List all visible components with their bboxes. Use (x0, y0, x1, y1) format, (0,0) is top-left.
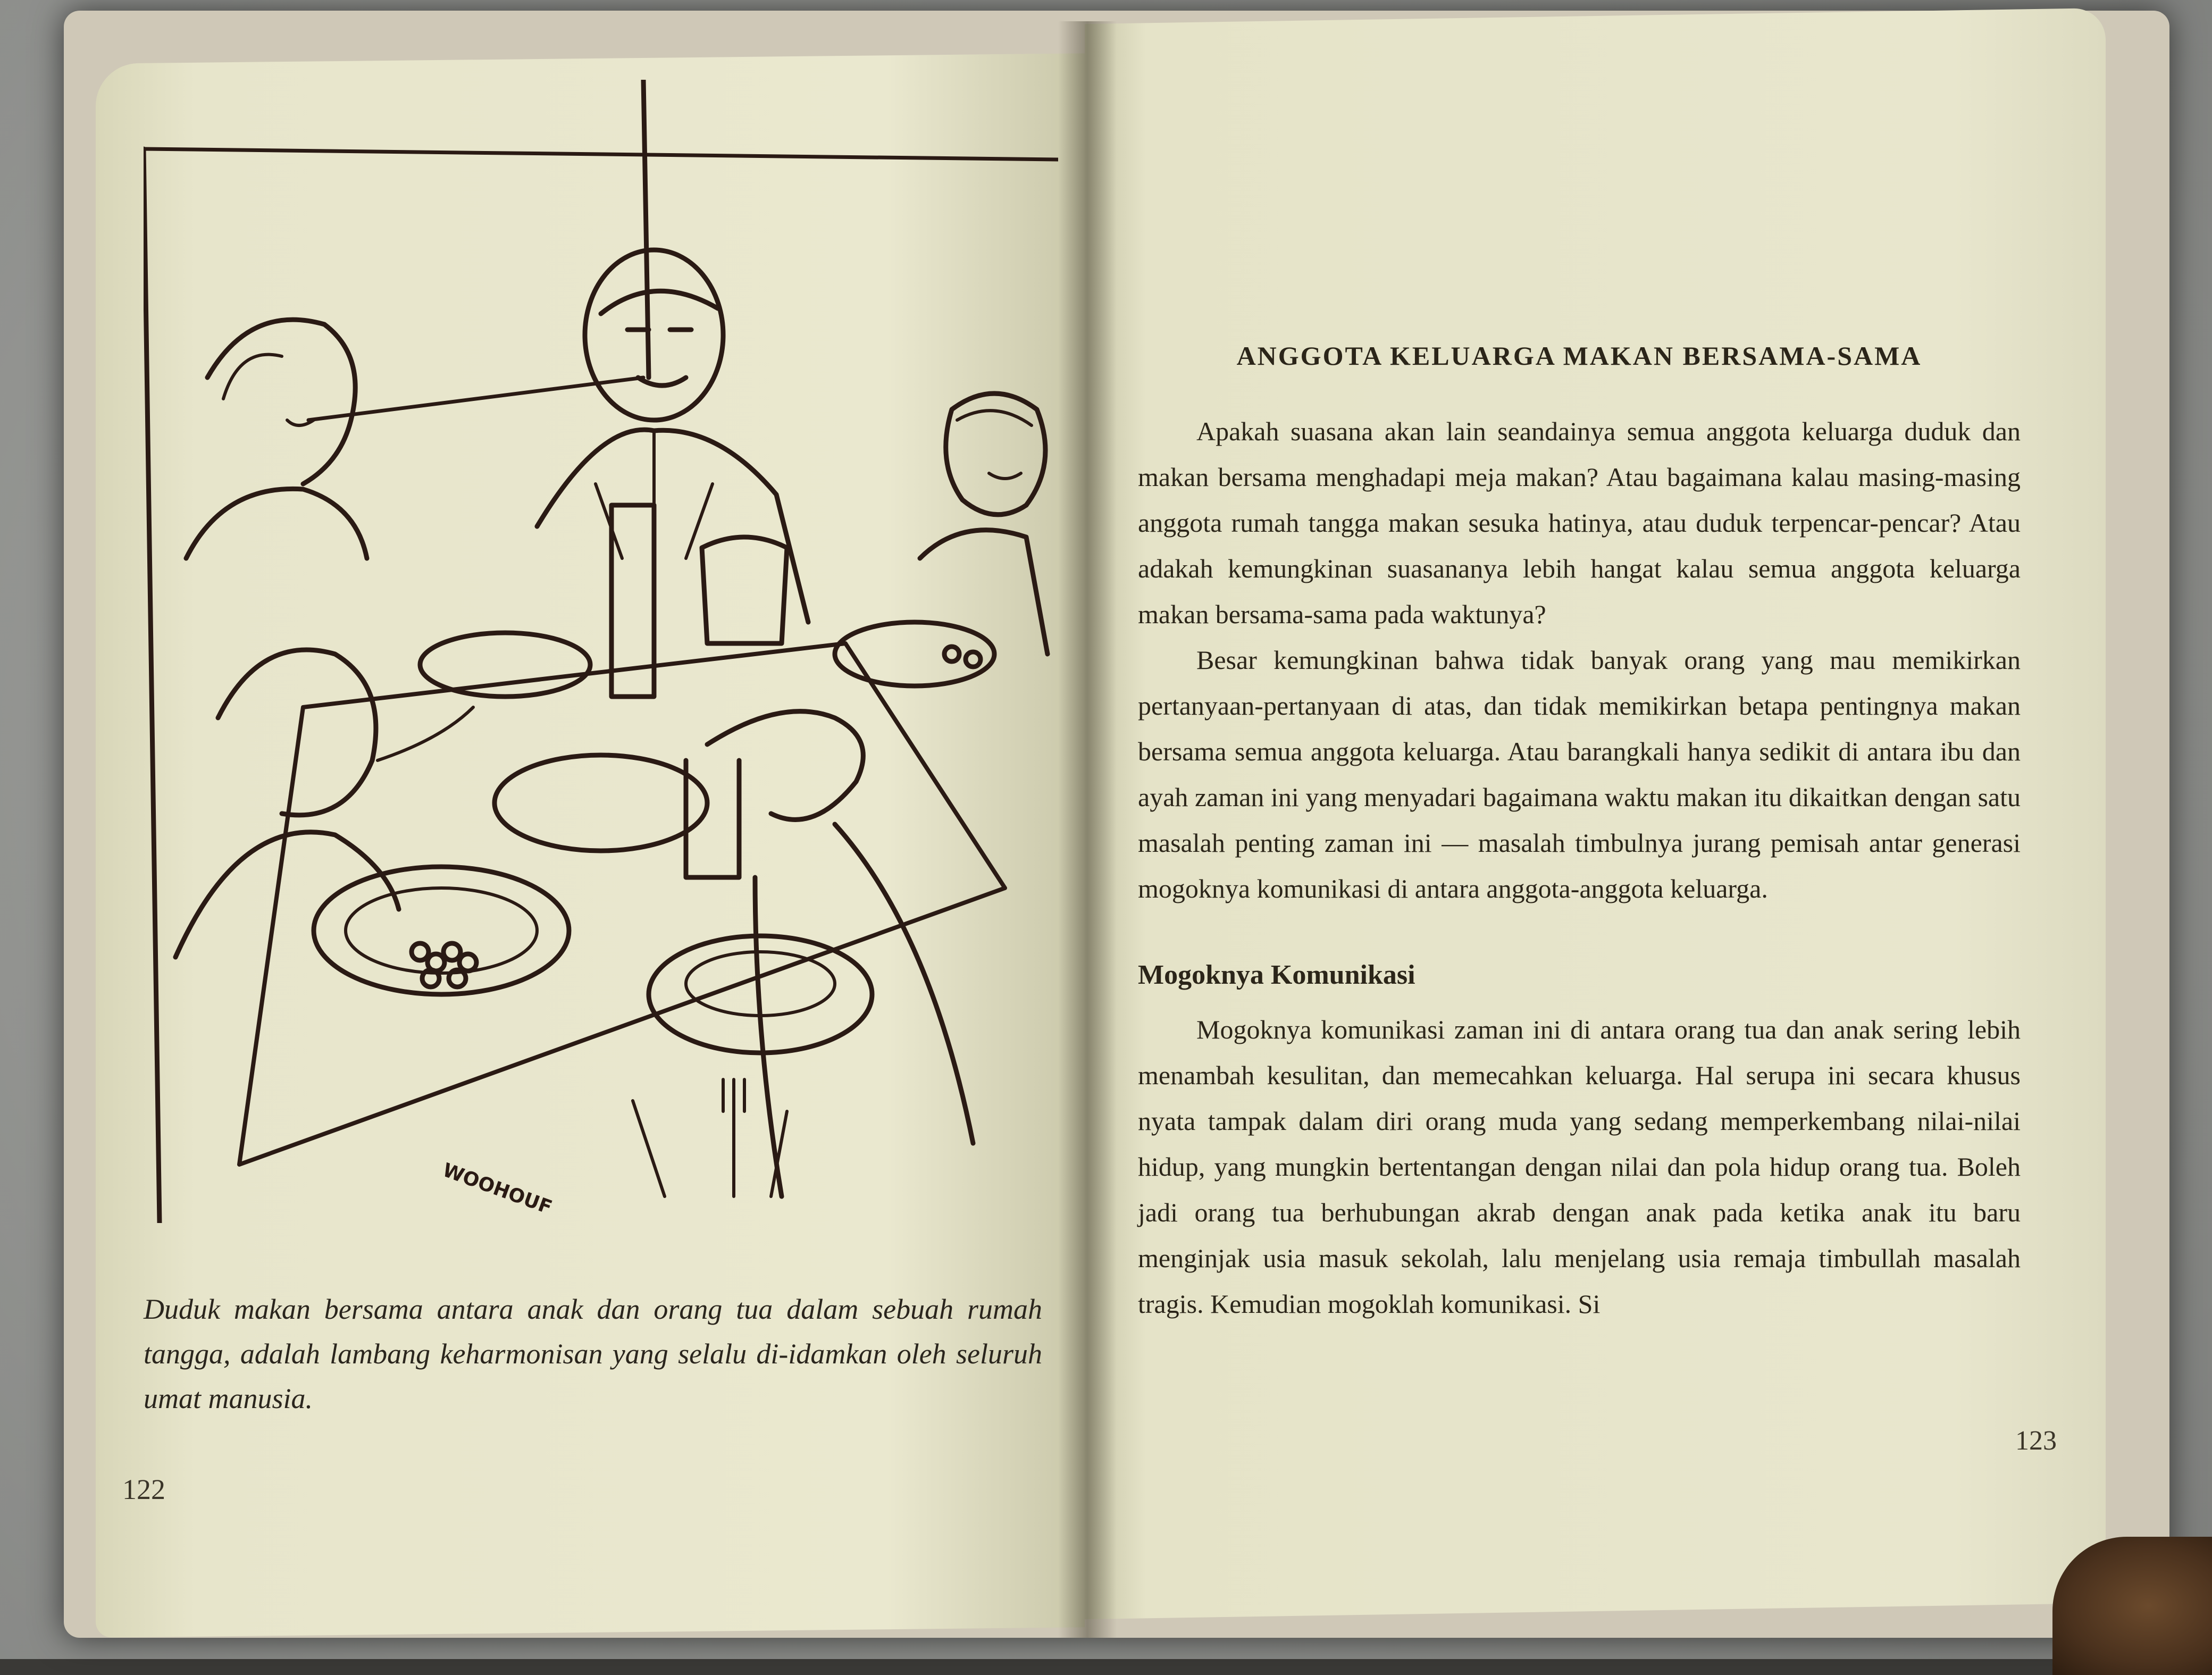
page-number-right: 123 (2015, 1426, 2057, 1456)
artist-signature: WOOHOUF (439, 1159, 555, 1219)
right-page-text (1138, 340, 2021, 1327)
section-paragraph: Mogoknya komunikasi zaman ini di antara orang tua dan anak sering lebih menambah kesulitan, dan memecahkan keluarga. Hal serupa ini secara khusus nyata tampak dalam diri orang muda yang sedang memperkembang nilai-nilai hidup, yang mungkin bertentangan dengan nilai dan pola hidup orang tua. Boleh jadi orang tua berhubungan akrab dengan anak pada ketika anak itu baru menginjak usia masuk sekolah, lalu menjelang usia remaja timbullah masalah tragis. Kemudian mogoklah komunikasi. Si (1138, 1015, 2021, 1319)
illustration-caption: Duduk makan bersama antara anak dan orang tua dalam sebuah rumah tangga, adalah lambang keharmonisan yang selalu di-idamkan oleh seluruh umat manusia. (144, 1293, 1042, 1414)
paragraph-1: Apakah suasana akan lain seandainya semua anggota keluarga duduk dan makan bersama menghadapi meja makan? Atau bagaimana kalau masing-masing anggota rumah tangga makan sesuka hatinya, atau duduk terpencar-pencar? Atau adakah kemungkinan suasananya lebih hangat kalau semua anggota keluarga makan bersama-sama pada waktunya? (1138, 416, 2021, 629)
page-number-left: 122 (122, 1473, 165, 1505)
paragraph-2: Besar kemungkinan bahwa tidak banyak orang yang mau memikirkan pertanyaan-pertanyaan di atas, dan tidak memikirkan betapa pentingnya makan bersama semua anggota keluarga. Atau barangkali hanya sedikit di antara ibu dan ayah zaman ini yang menyadari bagaimana waktu makan itu dikaitkan dengan satu masalah penting zaman ini — masalah timbulnya jurang pemisah antar generasi mogoknya komunikasi di antara anggota-anggota keluarga. (1138, 645, 2021, 903)
section-heading: Mogoknya Komunikasi (1138, 960, 1415, 990)
book-spine-gutter (1058, 21, 1117, 1638)
chapter-title: ANGGOTA KELUARGA MAKAN BERSAMA-SAMA (1236, 341, 1922, 371)
family-dinner-illustration (144, 80, 1058, 1223)
reader-thumb (2052, 1537, 2212, 1675)
